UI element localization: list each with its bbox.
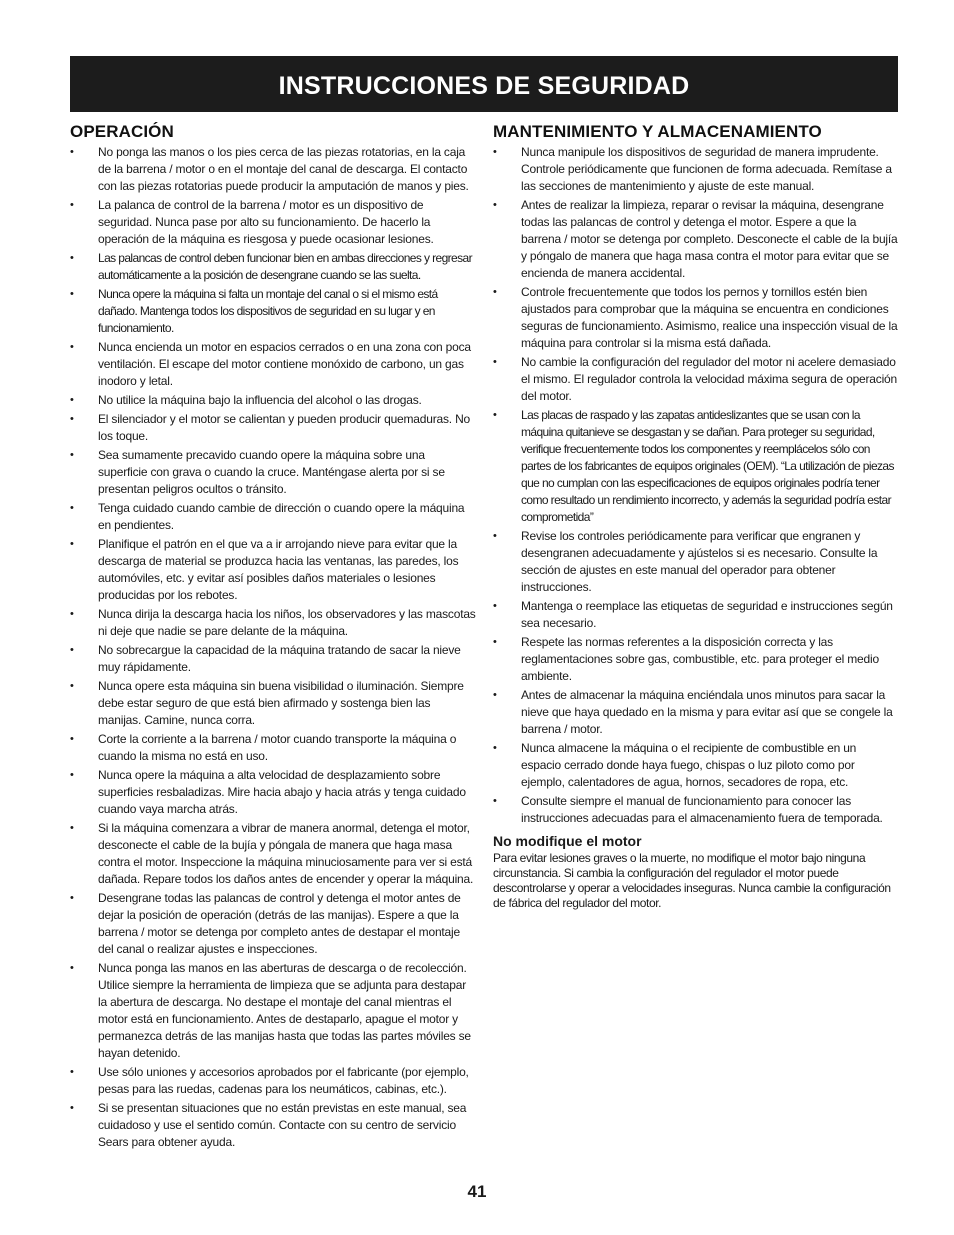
mantenimiento-list xyxy=(493,144,898,827)
bullet-icon: • xyxy=(70,199,74,211)
list-item: • Consulte siempre el manual de funcionamiento para conocer las instrucciones adecuadas para el almacenamiento fuera de temporada. xyxy=(493,794,883,825)
page-title: INSTRUCCIONES DE SEGURIDAD xyxy=(278,71,690,100)
list-item: • No utilice la máquina bajo la influencia del alcohol o las drogas. xyxy=(70,393,422,407)
list-item: • Nunca almacene la máquina o el recipiente de combustible en un espacio cerrado donde haya fuego, chispas o luz piloto como por ejemplo, calentadores de agua, hornos, secadores de ropa, etc. xyxy=(493,741,857,789)
bullet-icon: • xyxy=(70,502,74,514)
bullet-icon: • xyxy=(70,449,74,461)
list-item: • Nunca opere la máquina a alta velocidad de desplazamiento sobre superficies resbaladizas. Mire hacia abajo y hacia atrás y tenga cuidado cuando vaya marcha atrás. xyxy=(70,768,466,816)
list-item: • Nunca opere esta máquina sin buena visibilidad o iluminación. Siempre debe estar seguro de que está bien afirmado y sostenga bien las manijas. Camine, nunca corra. xyxy=(70,679,464,727)
bullet-icon: • xyxy=(493,689,497,701)
list-item: • Tenga cuidado cuando cambie de dirección o cuando opere la máquina en pendientes. xyxy=(70,501,465,532)
list-item: • Respete las normas referentes a la disposición correcta y las reglamentaciones sobre gas, combustible, etc. para proteger el medio ambiente. xyxy=(493,635,879,683)
mantenimiento-section xyxy=(493,122,898,911)
bullet-icon: • xyxy=(70,680,74,692)
list-item: • Revise los controles periódicamente para verificar que engranen y desengranen adecuadamente y ajústelos si es necesario. Consulte la sección de ajustes en este manual del operador para obtener instrucciones. xyxy=(493,529,878,594)
operacion-heading: OPERACIÓN xyxy=(70,122,174,141)
list-item: • Sea sumamente precavido cuando opere la máquina sobre una superficie con grava o cuando la cruce. Manténgase alerta por si se presentan peligros ocultos o tránsito. xyxy=(70,448,445,496)
list-item: • Las palancas de control deben funcionar bien en ambas direcciones y regresar automáticamente a la posición de desengrane cuando se las suelta. xyxy=(70,251,472,282)
mantenimiento-heading: MANTENIMIENTO Y ALMACENAMIENTO xyxy=(493,122,822,141)
operacion-section xyxy=(70,122,476,1153)
bullet-icon: • xyxy=(70,341,74,353)
list-item: • Planifique el patrón en el que va a ir arrojando nieve para evitar que la descarga de material se produzca hacia las ventanas, las paredes, los automóviles, etc. y evitar así posibles daños materiales o lesiones producidas por los rebotes. xyxy=(70,537,459,602)
list-item: • Las placas de raspado y las zapatas antideslizantes que se usan con la máquina quitanieve se desgastan y se dañan. Para proteger su seguridad, verifique frecuentemente todos los componentes y reemplácelos sólo con partes de los fabricantes de equipos originales (OEM). “La utilización de piezas que no cumplan con las especificaciones de equipos originales podría tener como resultado un rendimiento incorrecto, y además la seguridad podría estar comprometida” xyxy=(493,408,894,524)
bullet-icon: • xyxy=(70,822,74,834)
bullet-icon: • xyxy=(70,288,74,300)
motor-note-heading: No modifique el motor xyxy=(493,833,642,849)
bullet-icon: • xyxy=(493,356,497,368)
list-item: • La palanca de control de la barrena / motor es un dispositivo de seguridad. Nunca pase por alto su funcionamiento. De hacerlo la operación de la máquina es riesgosa y puede ocasionar lesiones. xyxy=(70,198,434,246)
bullet-icon: • xyxy=(70,892,74,904)
bullet-icon: • xyxy=(70,644,74,656)
bullet-icon: • xyxy=(70,1066,74,1078)
operacion-list xyxy=(70,144,476,1151)
list-item: • Nunca opere la máquina si falta un montaje del canal o si el mismo está dañado. Mantenga todos los dispositivos de seguridad en su lugar y en funcionamiento. xyxy=(70,287,438,335)
list-item: • No ponga las manos o los pies cerca de las piezas rotatorias, en la caja de la barrena / motor o en el montaje del canal de descarga. El contacto con las piezas rotatorias puede producir la amputación de manos y pies. xyxy=(70,145,469,193)
list-item: • El silenciador y el motor se calientan y pueden producir quemaduras. No los toque. xyxy=(70,412,471,443)
list-item: • Si la máquina comenzara a vibrar de manera anormal, detenga el motor, desconecte el cable de la bujía y póngala de manera que haga masa contra el motor. Inspeccione la máquina minuciosamente para ver si está dañada. Repare todos los daños antes de encender y operar la máquina. xyxy=(70,821,474,886)
list-item: • Nunca encienda un motor en espacios cerrados o en una zona con poca ventilación. El escape del motor contiene monóxido de carbono, un gas inodoro y letal. xyxy=(70,340,471,388)
list-item: • Use sólo uniones y accesorios aprobados por el fabricante (por ejemplo, pesas para las ruedas, cadenas para los neumáticos, cabinas, etc.). xyxy=(70,1065,469,1096)
bullet-icon: • xyxy=(493,146,497,158)
motor-note-text: Para evitar lesiones graves o la muerte, no modifique el motor bajo ninguna circunstancia. Si cambia la configuración del regulador el motor puede descontrolarse y operar a velocidades inseguras. Nunca cambie la configuración de fábrica del regulador del motor. xyxy=(493,851,891,910)
bullet-icon: • xyxy=(493,600,497,612)
list-item: • Antes de realizar la limpieza, reparar o revisar la máquina, desengrane todas las palancas de control y detenga el motor. Espere a que la barrena / motor se detenga por completo. Desconecte el cable de la bujía y póngalo de manera que haga masa contra el motor para evitar que se encienda de manera accidental. xyxy=(493,198,898,280)
bullet-icon: • xyxy=(70,146,74,158)
bullet-icon: • xyxy=(493,530,497,542)
list-item: • Controle frecuentemente que todos los pernos y tornillos estén bien ajustados para comprobar que la máquina se encuentra en condiciones seguras de funcionamiento. Asimismo, realice una inspección visual de la máquina para controlar si la misma está dañada. xyxy=(493,285,898,350)
title-banner xyxy=(70,56,898,112)
bullet-icon: • xyxy=(70,769,74,781)
list-item: • Desengrane todas las palancas de control y detenga el motor antes de dejar la posición de operación (detrás de las manijas). Espere a que la barrena / motor se detenga por completo antes de destapar el montaje del canal o realizar ajustes e inspecciones. xyxy=(70,891,461,956)
bullet-icon: • xyxy=(493,636,497,648)
bullet-icon: • xyxy=(70,1102,74,1114)
bullet-icon: • xyxy=(70,538,74,550)
list-item: • No sobrecargue la capacidad de la máquina tratando de sacar la nieve muy rápidamente. xyxy=(70,643,461,674)
bullet-icon: • xyxy=(493,795,497,807)
page-number: 41 xyxy=(467,1182,487,1201)
list-item: • Nunca manipule los dispositivos de seguridad de manera imprudente. Controle periódicamente que funcionen de forma adecuada. Remítase a las secciones de mantenimiento y ajuste de este manual. xyxy=(493,145,892,193)
bullet-icon: • xyxy=(493,286,497,298)
bullet-icon: • xyxy=(70,733,74,745)
bullet-icon: • xyxy=(493,199,497,211)
bullet-icon: • xyxy=(70,413,74,425)
bullet-icon: • xyxy=(493,742,497,754)
list-item: • Antes de almacenar la máquina enciéndala unos minutos para sacar la nieve que haya quedado en la misma y para evitar así que se congele la barrena / motor. xyxy=(493,688,893,736)
list-item: • Corte la corriente a la barrena / motor cuando transporte la máquina o cuando la misma no está en uso. xyxy=(70,732,457,763)
bullet-icon: • xyxy=(70,394,74,406)
bullet-icon: • xyxy=(493,409,497,421)
list-item: • Nunca dirija la descarga hacia los niños, los observadores y las mascotas ni deje que nadie se pare delante de la máquina. xyxy=(70,607,476,638)
bullet-icon: • xyxy=(70,252,74,264)
list-item: • Mantenga o reemplace las etiquetas de seguridad e instrucciones según sea necesario. xyxy=(493,599,893,630)
list-item: • Si se presentan situaciones que no están previstas en este manual, sea cuidadoso y use el sentido común. Contacte con su centro de servicio Sears para obtener ayuda. xyxy=(70,1101,467,1149)
list-item: • No cambie la configuración del regulador del motor ni acelere demasiado el mismo. El regulador controla la velocidad máxima segura de operación del motor. xyxy=(493,355,897,403)
bullet-icon: • xyxy=(70,962,74,974)
list-item: • Nunca ponga las manos en las aberturas de descarga o de recolección. Utilice siempre la herramienta de limpieza que se adjunta para destapar la abertura de descarga. No destape el montaje del canal mientras el motor está en funcionamiento. Antes de destaparlo, apague el motor y permanezca detrás de las manijas hasta que todas las partes móviles se hayan detenido. xyxy=(70,961,471,1060)
bullet-icon: • xyxy=(70,608,74,620)
